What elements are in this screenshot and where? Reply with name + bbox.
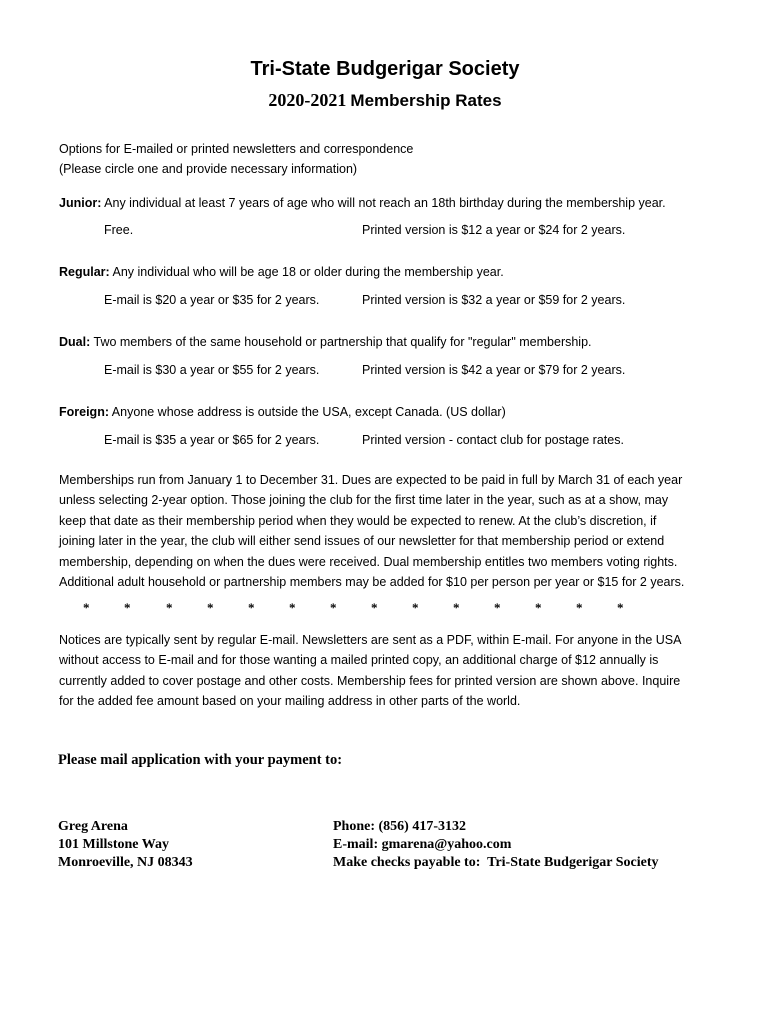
membership-rates-label: Membership Rates	[350, 91, 502, 110]
paragraph-line: for the added fee amount based on your mailing address in other parts of the world.	[59, 694, 521, 709]
category-desc: Anyone whose address is outside the USA, except Canada. (US dollar)	[111, 405, 506, 419]
paragraph-line: Notices are typically sent by regular E-mail. Newsletters are sent as a PDF, within E-mail. For anyone in the USA	[59, 633, 682, 647]
category-desc: Any individual who will be age 18 or older during the membership year.	[112, 265, 504, 279]
intro-line-1: Options for E-mailed or printed newsletters and correspondence	[59, 142, 414, 156]
checks-payable	[333, 854, 658, 872]
page-subtitle	[0, 90, 770, 111]
category-name: Dual:	[59, 335, 91, 349]
intro-line-2: (Please circle one and provide necessary information)	[59, 162, 358, 176]
junior-printed-rate: Printed version is $12 a year or $24 for 2 years.	[362, 223, 626, 237]
paragraph-line: Additional adult household or partnership members may be added for $10 per person per year or $15 for 2 years.	[59, 575, 685, 590]
mail-instructions-heading: Please mail application with your payment to:	[58, 752, 343, 768]
separator-star: *	[289, 600, 296, 615]
separator-star: *	[617, 600, 624, 615]
contact-phone: Phone: (856) 417-3132	[333, 819, 466, 834]
separator-star: *	[371, 600, 378, 615]
foreign-email-rate: E-mail is $35 a year or $65 for 2 years.	[104, 433, 320, 447]
separator-star: *	[453, 600, 460, 615]
mailing-address	[58, 818, 193, 872]
separator-star: *	[83, 600, 90, 615]
junior-email-rate: Free.	[104, 223, 134, 237]
contact-email: E-mail: gmarena@yahoo.com	[333, 837, 512, 852]
regular-email-rate: E-mail is $20 a year or $35 for 2 years.	[104, 293, 320, 307]
category-desc: Any individual at least 7 years of age who will not reach an 18th birthday during the membership year.	[104, 196, 666, 210]
membership-terms-paragraph	[59, 470, 719, 592]
regular-printed-rate: Printed version is $32 a year or $59 for 2 years.	[362, 293, 626, 307]
contact-info	[333, 818, 658, 872]
separator-star: *	[576, 600, 583, 615]
separator-star: *	[166, 600, 173, 615]
dual-description	[59, 332, 592, 352]
regular-description	[59, 262, 504, 282]
separator-star: *	[412, 600, 419, 615]
address-street: 101 Millstone Way	[58, 837, 169, 852]
category-name: Foreign:	[59, 405, 109, 419]
paragraph-line: keep that date as their membership period when they would be expected to renew. At the club’s discretion, if	[59, 513, 657, 528]
dual-printed-rate: Printed version is $42 a year or $79 for 2 years.	[362, 363, 626, 377]
address-city: Monroeville, NJ 08343	[58, 855, 193, 870]
paragraph-line: unless selecting 2-year option. Those joining the club for the first time later in the year, such as at a show, may	[59, 493, 669, 508]
paragraph-line: Memberships run from January 1 to December 31. Dues are expected to be paid in full by March 31 of each year	[59, 473, 683, 487]
notices-paragraph	[59, 630, 719, 712]
foreign-description	[59, 402, 506, 422]
dual-email-rate: E-mail is $30 a year or $55 for 2 years.	[104, 363, 320, 377]
separator-star: *	[207, 600, 214, 615]
membership-years: 2020-2021	[268, 90, 347, 110]
foreign-printed-rate: Printed version - contact club for postage rates.	[362, 433, 624, 447]
paragraph-line: membership, depending on when the dues were received. Dual membership entitles two members voting rights.	[59, 554, 678, 569]
category-desc: Two members of the same household or partnership that qualify for "regular" membership.	[93, 335, 592, 349]
separator-star: *	[535, 600, 542, 615]
separator-star: *	[248, 600, 255, 615]
separator-star: *	[124, 600, 131, 615]
address-name: Greg Arena	[58, 819, 128, 834]
separator-star: *	[494, 600, 501, 615]
paragraph-line: joining later in the year, the club will either send issues of our newsletter for that membership period or extend	[59, 534, 665, 549]
paragraph-line: without access to E-mail and for those wanting a mailed printed copy, an additional charge of $12 annually is	[59, 653, 659, 668]
separator-star: *	[330, 600, 337, 615]
junior-description	[59, 193, 666, 213]
category-name: Regular:	[59, 265, 110, 279]
paragraph-line: currently added to cover postage and other costs. Membership fees for printed version are shown above. Inquire	[59, 673, 681, 688]
category-name: Junior:	[59, 196, 102, 210]
page-title: Tri-State Budgerigar Society	[250, 58, 520, 80]
checks-payable-label: Make checks payable to:	[333, 855, 481, 870]
checks-payee: Tri-State Budgerigar Society	[487, 855, 659, 870]
star-separator	[60, 600, 660, 620]
